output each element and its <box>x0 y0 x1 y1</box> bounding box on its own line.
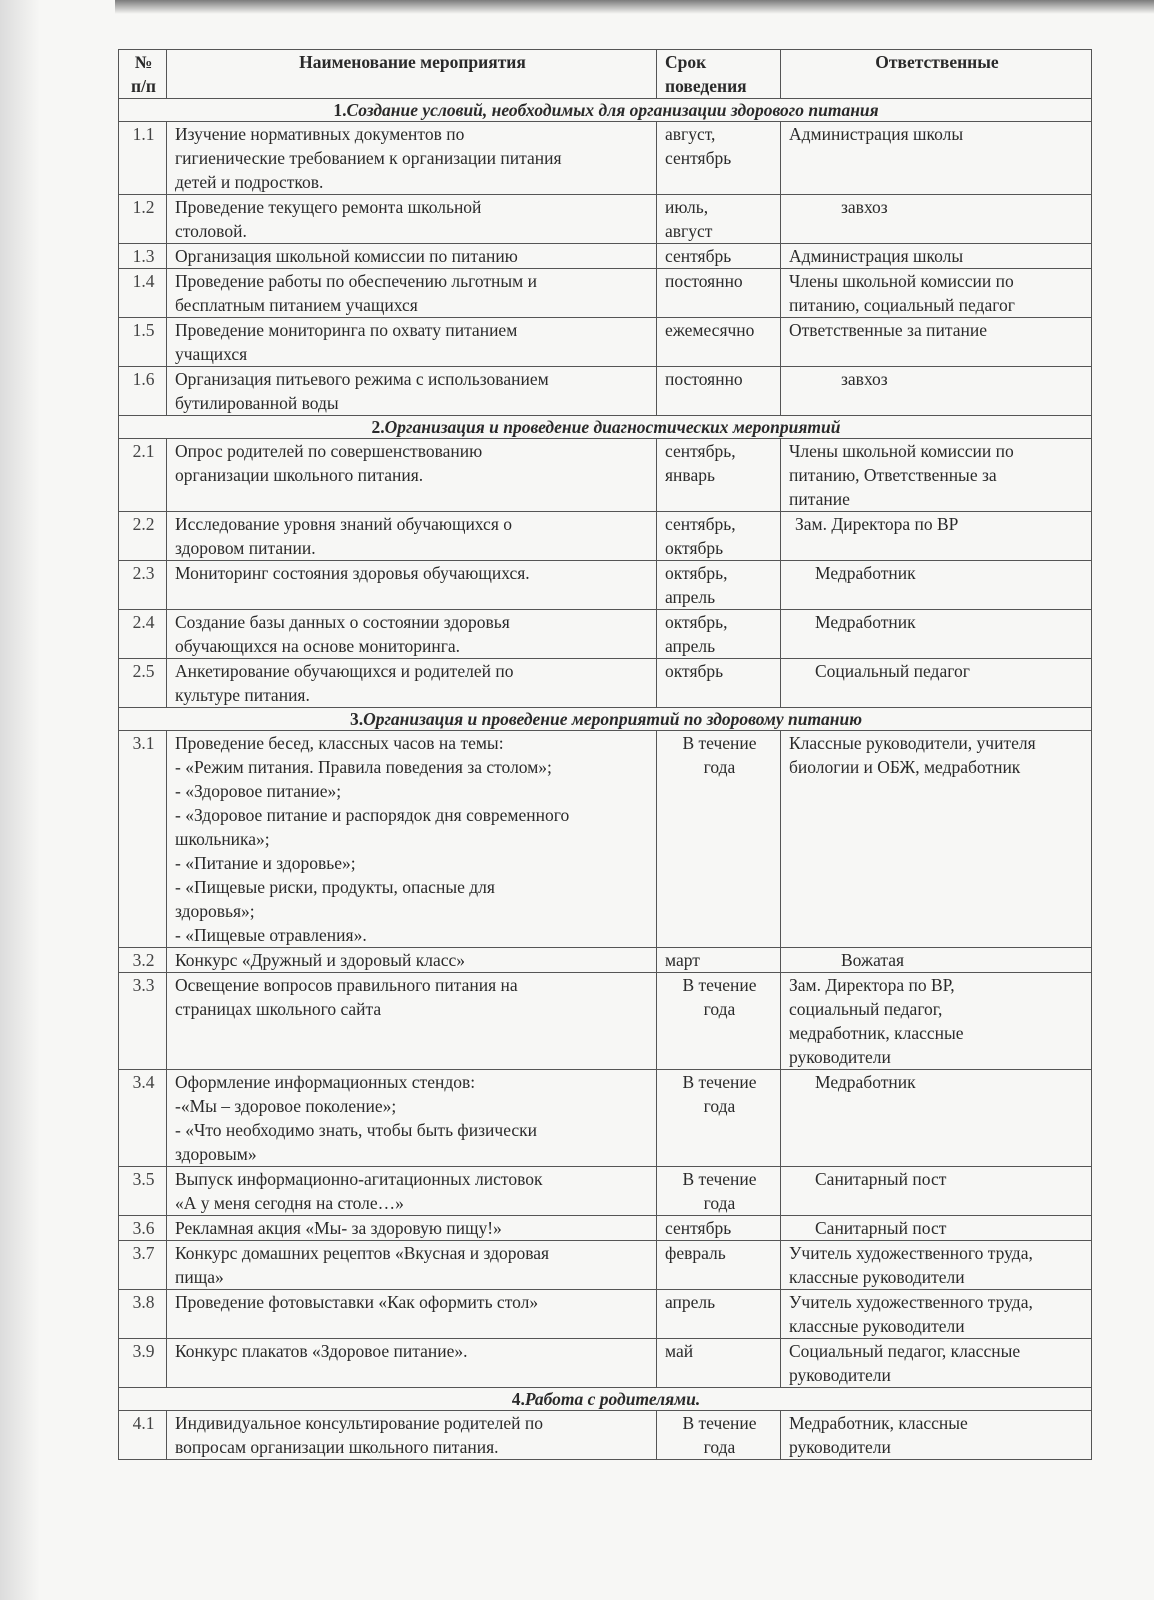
activity-name-line: бесплатным питанием учащихся <box>175 295 418 315</box>
activity-name-line: Конкурс домашних рецептов «Вкусная и здоровая <box>175 1243 550 1263</box>
table-row <box>119 1167 1092 1216</box>
activity-name <box>167 610 657 659</box>
activity-responsible-line: социальный педагог, <box>789 999 943 1019</box>
activity-responsible-line: руководители <box>789 1047 891 1067</box>
activity-responsible-line: медработник, классные <box>789 1023 964 1043</box>
table-row <box>119 973 1092 1070</box>
activity-name <box>167 1167 657 1216</box>
section-number: 3. <box>349 709 364 729</box>
activity-responsible <box>781 244 1092 269</box>
activity-name <box>167 659 657 708</box>
activity-term <box>657 561 781 610</box>
activity-term-line: года <box>703 999 736 1019</box>
activity-name <box>167 973 657 1070</box>
table-row <box>119 439 1092 512</box>
activity-term-line: апрель <box>665 636 716 656</box>
activity-term-line: ежемесячно <box>665 320 755 340</box>
section-heading <box>119 708 1092 731</box>
table-row <box>119 659 1092 708</box>
activity-name-line: здоровья»; <box>175 901 255 921</box>
activity-responsible-line: биологии и ОБЖ, медработник <box>789 757 1021 777</box>
activity-term <box>657 367 781 416</box>
activity-name-line: Анкетирование обучающихся и родителей по <box>175 661 514 681</box>
activity-name-line: Проведение текущего ремонта школьной <box>175 197 482 217</box>
activity-responsible-line: питание <box>789 489 850 509</box>
activity-term-line: В течение <box>682 975 757 995</box>
section-heading <box>119 416 1092 439</box>
header-num: № п/п <box>119 50 167 99</box>
row-number: 3.9 <box>119 1339 167 1388</box>
activity-name <box>167 1339 657 1388</box>
activity-responsible-line: классные руководители <box>789 1267 965 1287</box>
row-number: 3.3 <box>119 973 167 1070</box>
activity-term-line: В течение <box>682 733 757 753</box>
activity-name <box>167 367 657 416</box>
header-row <box>119 50 1092 99</box>
activity-term <box>657 659 781 708</box>
activity-responsible <box>781 439 1092 512</box>
activity-name-line: «А у меня сегодня на столе…» <box>175 1193 404 1213</box>
activity-responsible <box>781 512 1092 561</box>
activity-name-line: вопросам организации школьного питания. <box>175 1437 499 1457</box>
activity-name-line: пища» <box>175 1267 224 1287</box>
activity-responsible-line: руководители <box>789 1365 891 1385</box>
activity-term-line: август, <box>665 124 716 144</box>
activity-name <box>167 318 657 367</box>
section-title: Создание условий, необходимых для организации здорового питания <box>346 100 879 120</box>
row-number: 3.5 <box>119 1167 167 1216</box>
row-number: 2.4 <box>119 610 167 659</box>
activity-term-line: В течение <box>682 1072 757 1092</box>
activity-responsible <box>781 122 1092 195</box>
activity-term <box>657 973 781 1070</box>
activity-term-line: сентябрь <box>665 1218 732 1238</box>
activity-name-line: Проведение работы по обеспечению льготным и <box>175 271 537 291</box>
activity-responsible-line: Ответственные за питание <box>789 320 987 340</box>
section-number: 4. <box>511 1389 525 1409</box>
activity-name <box>167 561 657 610</box>
activity-responsible-line: Вожатая <box>841 950 905 970</box>
activity-name <box>167 1411 657 1460</box>
activity-term <box>657 269 781 318</box>
activity-name-line: Рекламная акция «Мы- за здоровую пищу!» <box>175 1218 502 1238</box>
activity-name <box>167 195 657 244</box>
activity-term <box>657 948 781 973</box>
activity-responsible <box>781 1339 1092 1388</box>
activity-responsible-line: Учитель художественного труда, <box>789 1243 1033 1263</box>
section-number: 1. <box>333 100 347 120</box>
activity-term <box>657 439 781 512</box>
row-number: 1.5 <box>119 318 167 367</box>
activity-name-line: Создание базы данных о состоянии здоровья <box>175 612 510 632</box>
section-number: 2. <box>371 417 385 437</box>
activity-responsible <box>781 1290 1092 1339</box>
activity-responsible-line: Зам. Директора по ВР <box>795 514 959 534</box>
activity-name-line: школьника»; <box>175 829 270 849</box>
row-number: 4.1 <box>119 1411 167 1460</box>
activity-term-line: октябрь, <box>665 612 728 632</box>
section-heading <box>119 1388 1092 1411</box>
activity-responsible-line: Медработник <box>815 612 916 632</box>
activity-term-line: года <box>703 1193 736 1213</box>
header-name: Наименование мероприятия <box>167 50 657 99</box>
activity-name-line: - «Что необходимо знать, чтобы быть физически <box>175 1120 538 1140</box>
activity-term-line: октябрь <box>665 538 724 558</box>
scan-shadow-top <box>115 0 1154 14</box>
activity-responsible-line: Учитель художественного труда, <box>789 1292 1033 1312</box>
activity-name <box>167 122 657 195</box>
activity-term-line: постоянно <box>665 271 743 291</box>
activity-responsible-line: Медработник <box>815 1072 916 1092</box>
section-title: Организация и проведение диагностических мероприятий <box>384 417 841 437</box>
activity-name-line: Индивидуальное консультирование родителей по <box>175 1413 543 1433</box>
scan-shadow-left <box>0 0 40 1600</box>
activity-term <box>657 1411 781 1460</box>
activity-term-line: октябрь <box>665 661 724 681</box>
activity-name-line: - «Режим питания. Правила поведения за столом»; <box>175 757 552 777</box>
activity-responsible-line: Медработник <box>815 563 916 583</box>
activity-responsible-line: завхоз <box>841 369 888 389</box>
row-number: 2.1 <box>119 439 167 512</box>
activity-term-line: июль, <box>665 197 709 217</box>
activity-term <box>657 512 781 561</box>
activity-name-line: организации школьного питания. <box>175 465 424 485</box>
table-row <box>119 122 1092 195</box>
section-row <box>119 1388 1092 1411</box>
activity-responsible <box>781 1070 1092 1167</box>
activity-responsible <box>781 1167 1092 1216</box>
row-number: 1.4 <box>119 269 167 318</box>
activity-name-line: Освещение вопросов правильного питания на <box>175 975 518 995</box>
activity-responsible-line: Санитарный пост <box>815 1169 947 1189</box>
section-row <box>119 708 1092 731</box>
activity-responsible-line: классные руководители <box>789 1316 965 1336</box>
activity-responsible <box>781 1411 1092 1460</box>
activity-term <box>657 122 781 195</box>
activity-term <box>657 1339 781 1388</box>
activity-name-line: Конкурс «Дружный и здоровый класс» <box>175 950 466 970</box>
activity-term-line: сентябрь <box>665 148 732 168</box>
header-responsible: Ответственные <box>781 50 1092 99</box>
activity-responsible-line: Администрация школы <box>789 124 964 144</box>
activity-responsible <box>781 659 1092 708</box>
activity-name-line: Опрос родителей по совершенствованию <box>175 441 483 461</box>
activity-term-line: сентябрь, <box>665 514 736 534</box>
table-row <box>119 244 1092 269</box>
activity-name-line: Мониторинг состояния здоровья обучающихся. <box>175 563 530 583</box>
activity-name-line: - «Здоровое питание и распорядок дня современного <box>175 805 570 825</box>
activity-term-line: февраль <box>665 1243 726 1263</box>
activity-term-line: апрель <box>665 1292 716 1312</box>
table-row <box>119 610 1092 659</box>
activity-responsible-line: питанию, социальный педагог <box>789 295 1015 315</box>
table-row <box>119 1216 1092 1241</box>
activity-term <box>657 195 781 244</box>
activity-name <box>167 512 657 561</box>
activity-responsible-line: Классные руководители, учителя <box>789 733 1036 753</box>
section-row <box>119 99 1092 122</box>
activity-term <box>657 318 781 367</box>
activity-responsible <box>781 1216 1092 1241</box>
activity-name-line: Организация школьной комиссии по питанию <box>175 246 518 266</box>
row-number: 3.1 <box>119 731 167 948</box>
activity-term-line: года <box>703 1437 736 1457</box>
activity-responsible <box>781 561 1092 610</box>
activity-name-line: гигиенические требованием к организации питания <box>175 148 562 168</box>
activity-term-line: август <box>665 221 713 241</box>
activity-name-line: Проведение бесед, классных часов на темы: <box>175 733 504 753</box>
activity-name-line: - «Питание и здоровье»; <box>175 853 356 873</box>
row-number: 2.3 <box>119 561 167 610</box>
activity-term <box>657 1167 781 1216</box>
activity-name <box>167 1290 657 1339</box>
table-row <box>119 731 1092 948</box>
activity-name-line: детей и подростков. <box>175 172 324 192</box>
section-title: Организация и проведение мероприятий по здоровому питанию <box>363 709 863 729</box>
activity-name-line: Исследование уровня знаний обучающихся о <box>175 514 512 534</box>
activity-name-line: здоровом питании. <box>175 538 316 558</box>
section-heading <box>119 99 1092 122</box>
row-number: 1.1 <box>119 122 167 195</box>
table-row <box>119 318 1092 367</box>
table-row <box>119 195 1092 244</box>
activity-responsible-line: руководители <box>789 1437 891 1457</box>
activity-name-line: здоровым» <box>175 1144 257 1164</box>
activity-name-line: учащихся <box>175 344 248 364</box>
table-row <box>119 1411 1092 1460</box>
table-row <box>119 948 1092 973</box>
activity-responsible <box>781 973 1092 1070</box>
activity-name-line: Организация питьевого режима с использованием <box>175 369 549 389</box>
activity-responsible-line: Социальный педагог <box>815 661 970 681</box>
activity-name-line: страницах школьного сайта <box>175 999 382 1019</box>
activity-name-line: Оформление информационных стендов: <box>175 1072 476 1092</box>
activity-name-line: Проведение мониторинга по охвату питанием <box>175 320 518 340</box>
activity-name-line: столовой. <box>175 221 247 241</box>
table-row <box>119 512 1092 561</box>
activity-term-line: В течение <box>682 1413 757 1433</box>
table-row <box>119 1339 1092 1388</box>
activity-responsible <box>781 269 1092 318</box>
section-title: Работа с родителями. <box>524 1389 701 1409</box>
row-number: 1.6 <box>119 367 167 416</box>
activity-name-line: - «Здоровое питание»; <box>175 781 342 801</box>
activity-responsible-line: Администрация школы <box>789 246 964 266</box>
activity-responsible <box>781 731 1092 948</box>
activity-term-line: март <box>665 950 700 970</box>
activity-responsible <box>781 367 1092 416</box>
activity-name-line: - «Пищевые отравления». <box>175 925 367 945</box>
activity-term <box>657 731 781 948</box>
row-number: 3.4 <box>119 1070 167 1167</box>
row-number: 3.7 <box>119 1241 167 1290</box>
activity-name <box>167 1241 657 1290</box>
activity-name-line: Изучение нормативных документов по <box>175 124 465 144</box>
activity-name <box>167 1070 657 1167</box>
activity-name-line: - «Пищевые риски, продукты, опасные для <box>175 877 495 897</box>
activity-name-line: обучающихся на основе мониторинга. <box>175 636 461 656</box>
row-number: 2.2 <box>119 512 167 561</box>
activity-name <box>167 244 657 269</box>
activity-term-line: сентябрь <box>665 246 732 266</box>
activity-term <box>657 1070 781 1167</box>
table-row <box>119 1290 1092 1339</box>
activity-name <box>167 439 657 512</box>
activity-responsible <box>781 610 1092 659</box>
row-number: 3.8 <box>119 1290 167 1339</box>
table-row <box>119 1070 1092 1167</box>
activity-responsible <box>781 948 1092 973</box>
activity-term-line: октябрь, <box>665 563 728 583</box>
row-number: 3.2 <box>119 948 167 973</box>
activity-term-line: постоянно <box>665 369 743 389</box>
activity-plan-table <box>118 49 1092 1460</box>
activity-term <box>657 1216 781 1241</box>
activity-responsible-line: Медработник, классные <box>789 1413 968 1433</box>
activity-name-line: Выпуск информационно-агитационных листовок <box>175 1169 543 1189</box>
activity-name-line: культуре питания. <box>175 685 310 705</box>
row-number: 3.6 <box>119 1216 167 1241</box>
activity-responsible-line: Члены школьной комиссии по <box>789 271 1014 291</box>
activity-term <box>657 610 781 659</box>
activity-name <box>167 269 657 318</box>
activity-term <box>657 1290 781 1339</box>
activity-responsible <box>781 1241 1092 1290</box>
activity-name-line: бутилированной воды <box>175 393 339 413</box>
row-number: 1.3 <box>119 244 167 269</box>
activity-responsible-line: завхоз <box>841 197 888 217</box>
activity-term-line: В течение <box>682 1169 757 1189</box>
activity-term <box>657 244 781 269</box>
activity-name-line: Проведение фотовыставки «Как оформить стол» <box>175 1292 539 1312</box>
activity-name-line: Конкурс плакатов «Здоровое питание». <box>175 1341 468 1361</box>
activity-name <box>167 948 657 973</box>
activity-term-line: сентябрь, <box>665 441 736 461</box>
activity-term-line: май <box>665 1341 694 1361</box>
table-row <box>119 1241 1092 1290</box>
table-row <box>119 269 1092 318</box>
activity-term-line: года <box>703 757 736 777</box>
activity-responsible <box>781 318 1092 367</box>
section-row <box>119 416 1092 439</box>
activity-term-line: года <box>703 1096 736 1116</box>
row-number: 2.5 <box>119 659 167 708</box>
activity-responsible-line: Члены школьной комиссии по <box>789 441 1014 461</box>
header-term: Срок поведения <box>657 50 781 99</box>
activity-name-line: -«Мы – здоровое поколение»; <box>175 1096 397 1116</box>
activity-term <box>657 1241 781 1290</box>
activity-responsible-line: Социальный педагог, классные <box>789 1341 1021 1361</box>
activity-term-line: апрель <box>665 587 716 607</box>
activity-responsible <box>781 195 1092 244</box>
table-row <box>119 367 1092 416</box>
activity-name <box>167 731 657 948</box>
table-row <box>119 561 1092 610</box>
activity-term-line: январь <box>665 465 715 485</box>
activity-responsible-line: питанию, Ответственные за <box>789 465 997 485</box>
activity-responsible-line: Зам. Директора по ВР, <box>789 975 955 995</box>
activity-name <box>167 1216 657 1241</box>
row-number: 1.2 <box>119 195 167 244</box>
activity-responsible-line: Санитарный пост <box>815 1218 947 1238</box>
